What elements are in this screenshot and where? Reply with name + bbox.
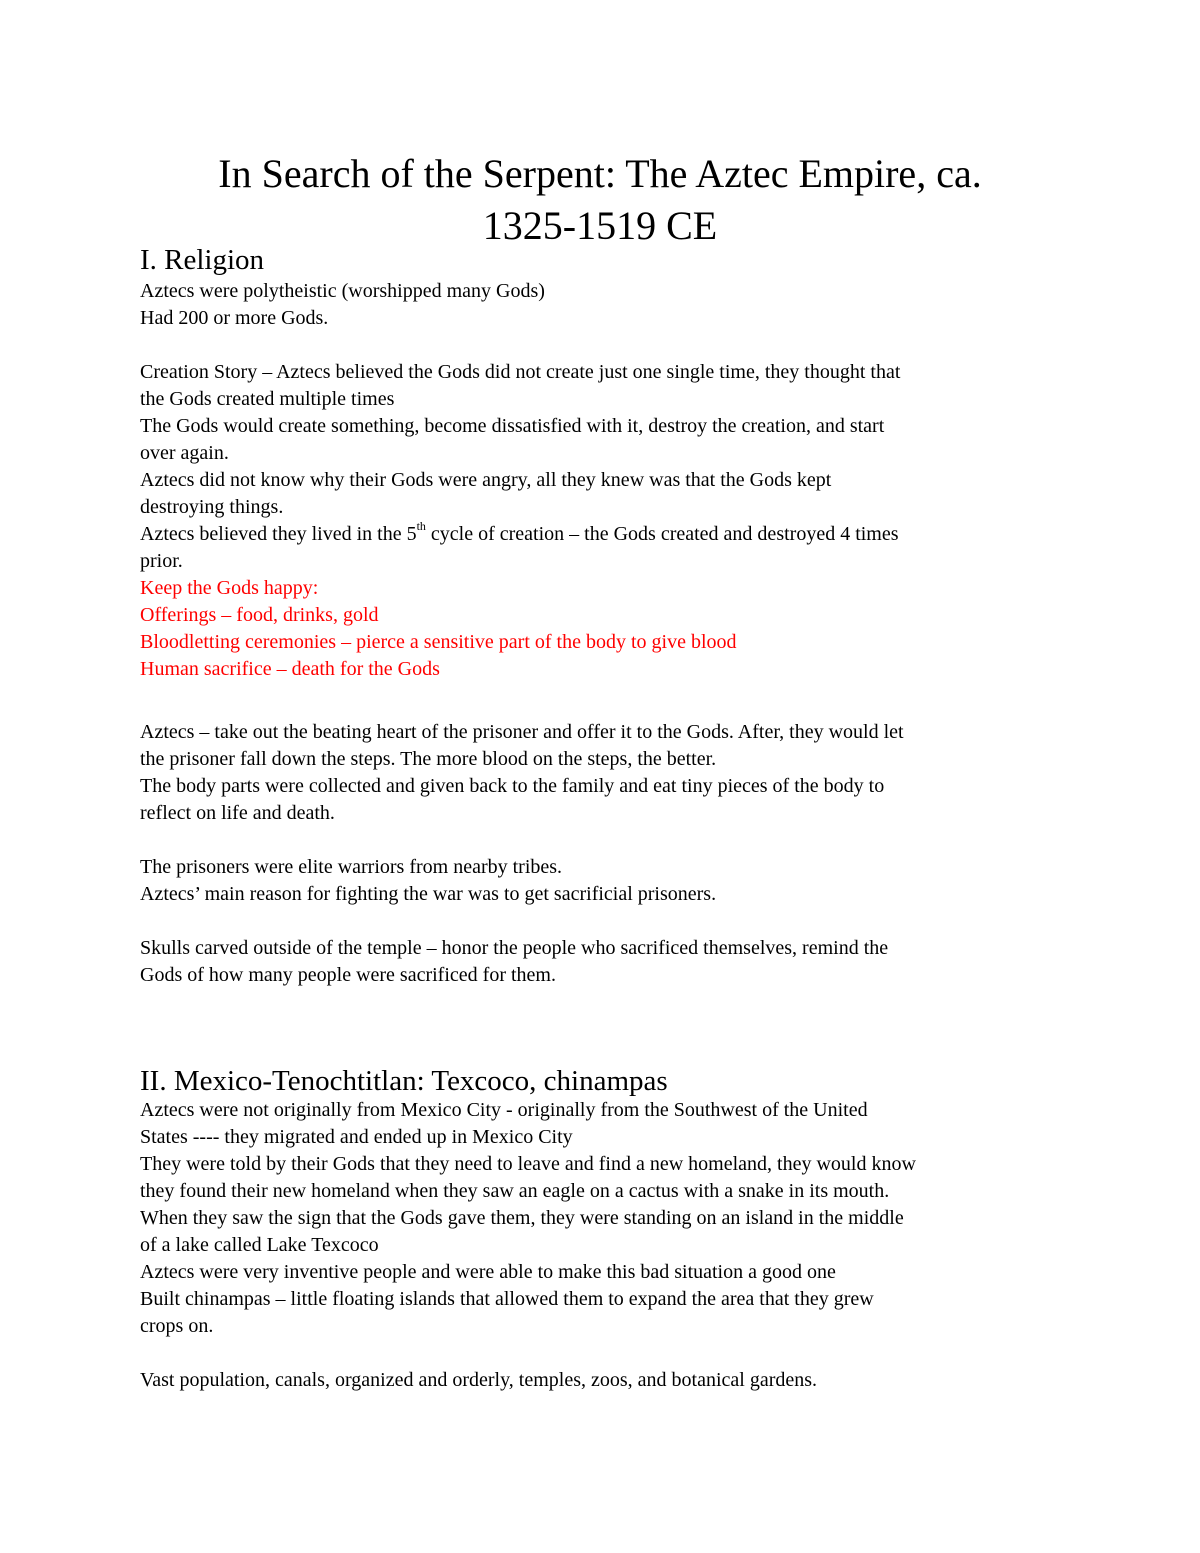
paragraph-line: The Gods would create something, become dissatisfied with it, destroy the creation, and start: [140, 415, 885, 437]
document-title-line-2: 1325-1519 CE: [482, 203, 718, 248]
document-title-line-1: In Search of the Serpent: The Aztec Empire, ca.: [218, 151, 982, 196]
paragraph-line: Aztecs’ main reason for fighting the war was to get sacrificial prisoners.: [140, 883, 717, 905]
paragraph-line: crops on.: [140, 1315, 214, 1337]
paragraph-line: They were told by their Gods that they need to leave and find a new homeland, they would know: [140, 1153, 916, 1175]
paragraph-line: of a lake called Lake Texcoco: [140, 1234, 379, 1256]
paragraph-line: Aztecs were very inventive people and were able to make this bad situation a good one: [140, 1261, 836, 1283]
paragraph-line: over again.: [140, 442, 229, 464]
paragraph-line: [140, 521, 1060, 548]
paragraph-line: Gods of how many people were sacrificed for them.: [140, 964, 556, 986]
paragraph-text: cycle of creation – the Gods created and destroyed 4 times: [425, 523, 899, 545]
paragraph-line: the prisoner fall down the steps. The more blood on the steps, the better.: [140, 748, 717, 770]
document-title: [100, 148, 1100, 252]
paragraph-line: Aztecs did not know why their Gods were angry, all they knew was that the Gods kept: [140, 469, 832, 491]
highlight-line: Bloodletting ceremonies – pierce a sensitive part of the body to give blood: [140, 631, 737, 653]
paragraph-line: Aztecs were polytheistic (worshipped many Gods): [140, 280, 545, 302]
paragraph-line: The body parts were collected and given back to the family and eat tiny pieces of the body to: [140, 775, 885, 797]
paragraph-line: destroying things.: [140, 496, 284, 518]
paragraph-line: reflect on life and death.: [140, 802, 335, 824]
paragraph-line: Built chinampas – little floating islands that allowed them to expand the area that they grew: [140, 1288, 874, 1310]
superscript-ordinal: th: [416, 519, 426, 534]
paragraph-line: Skulls carved outside of the temple – honor the people who sacrificed themselves, remind the: [140, 937, 889, 959]
paragraph-line: Aztecs – take out the beating heart of the prisoner and offer it to the Gods. After, they would let: [140, 721, 904, 743]
paragraph-line: Creation Story – Aztecs believed the Gods did not create just one single time, they thought that: [140, 361, 901, 383]
section-heading-tenochtitlan: II. Mexico-Tenochtitlan: Texcoco, chinampas: [140, 1065, 668, 1097]
paragraph-line: Vast population, canals, organized and orderly, temples, zoos, and botanical gardens.: [140, 1369, 818, 1391]
highlight-line: Offerings – food, drinks, gold: [140, 604, 379, 626]
paragraph-line: prior.: [140, 550, 183, 572]
paragraph-line: Had 200 or more Gods.: [140, 307, 329, 329]
highlight-line: Human sacrifice – death for the Gods: [140, 658, 440, 680]
section-heading-religion: I. Religion: [140, 244, 265, 276]
highlight-line: Keep the Gods happy:: [140, 577, 319, 599]
paragraph-line: The prisoners were elite warriors from nearby tribes.: [140, 856, 563, 878]
paragraph-line: Aztecs were not originally from Mexico City - originally from the Southwest of the United: [140, 1099, 868, 1121]
paragraph-line: they found their new homeland when they saw an eagle on a cactus with a snake in its mouth.: [140, 1180, 890, 1202]
paragraph-line: States ---- they migrated and ended up in Mexico City: [140, 1126, 573, 1148]
paragraph-line: When they saw the sign that the Gods gave them, they were standing on an island in the middle: [140, 1207, 904, 1229]
paragraph-line: the Gods created multiple times: [140, 388, 395, 410]
paragraph-text: Aztecs believed they lived in the 5: [140, 523, 417, 545]
